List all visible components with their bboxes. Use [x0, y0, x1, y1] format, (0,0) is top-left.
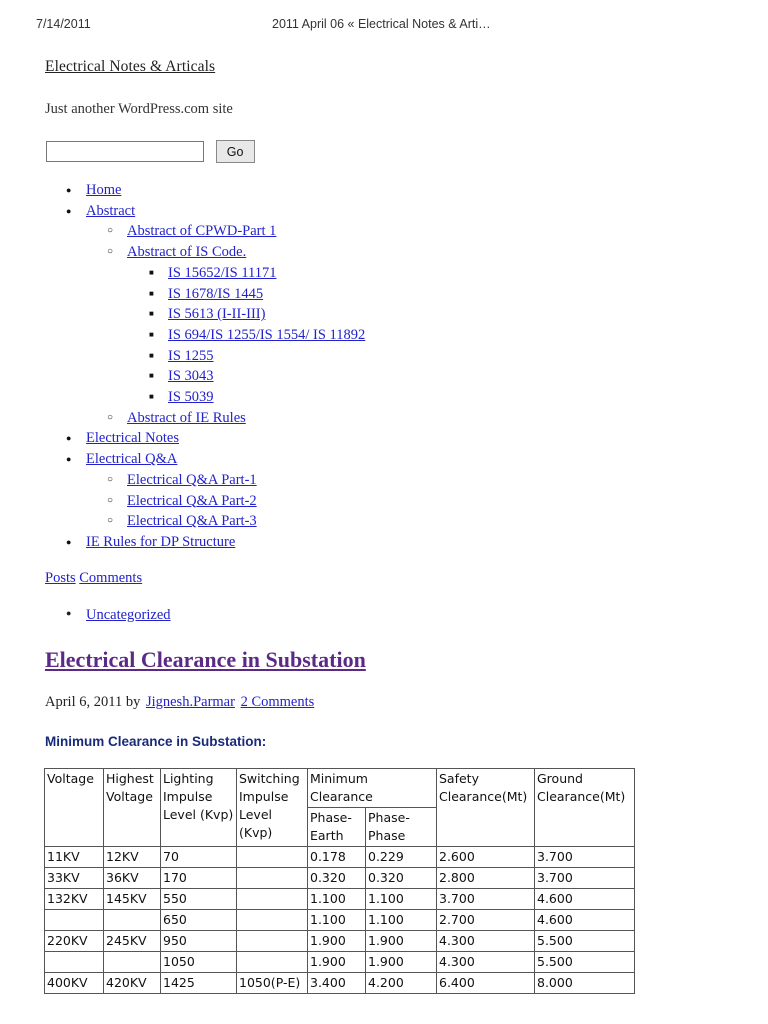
table-cell: 145KV [104, 889, 161, 910]
nav-item-is-1255 [45, 346, 365, 367]
nav-item-is-1678 [45, 284, 365, 305]
print-page-title: 2011 April 06 « Electrical Notes & Arti… [272, 17, 491, 31]
table-cell: 0.229 [366, 847, 437, 868]
nav-item-ie-rules-dp [45, 532, 365, 553]
nav-link-abstract-ie-rules[interactable]: Abstract of IE Rules [127, 409, 246, 426]
author-link[interactable]: Jignesh.Parmar [145, 694, 235, 710]
table-cell [237, 868, 308, 889]
table-cell: 4.600 [535, 910, 635, 931]
table-cell: 0.178 [308, 847, 366, 868]
nav-link-qa-part1[interactable]: Electrical Q&A Part-1 [127, 471, 257, 488]
table-cell: 3.700 [535, 847, 635, 868]
table-cell: 0.320 [308, 868, 366, 889]
clearance-table [44, 768, 635, 994]
header-phase-earth: Phase-Earth [308, 808, 366, 847]
table-cell: 11KV [45, 847, 104, 868]
table-cell: 36KV [104, 868, 161, 889]
category-list [45, 607, 171, 624]
table-cell: 220KV [45, 931, 104, 952]
table-cell: 6.400 [437, 973, 535, 994]
post-byline [45, 694, 314, 711]
search-form [46, 140, 255, 163]
table-cell: 5.500 [535, 952, 635, 973]
search-go-button[interactable]: Go [216, 140, 255, 163]
comments-link[interactable]: 2 Comments [240, 694, 315, 710]
table-cell: 3.700 [437, 889, 535, 910]
table-cell: 12KV [104, 847, 161, 868]
category-link-uncategorized[interactable]: Uncategorized [86, 607, 171, 623]
table-cell: 4.600 [535, 889, 635, 910]
header-ground-clearance: Ground Clearance(Mt) [535, 769, 635, 847]
nav-item-abstract [45, 201, 365, 222]
post-date: April 6, 2011 by [45, 694, 141, 710]
table-cell: 1.100 [308, 889, 366, 910]
header-lighting-impulse: Lighting Impulse Level (Kvp) [161, 769, 237, 847]
nav-item-is-5039 [45, 387, 365, 408]
header-highest-voltage: Highest Voltage [104, 769, 161, 847]
nav-item-electrical-qa [45, 449, 365, 470]
header-voltage: Voltage [45, 769, 104, 847]
table-cell: 4.200 [366, 973, 437, 994]
nav-item-qa-part2 [45, 491, 365, 512]
nav-item-electrical-notes [45, 428, 365, 449]
table-header-row [45, 769, 635, 808]
nav-item-is-694 [45, 325, 365, 346]
nav-link-is-1255[interactable]: IS 1255 [168, 347, 214, 364]
print-header [0, 17, 768, 35]
nav-item-abstract-is-code [45, 242, 365, 263]
nav-item-abstract-ie-rules [45, 408, 365, 429]
table-cell: 1050 [161, 952, 237, 973]
table-cell: 245KV [104, 931, 161, 952]
table-body [45, 847, 635, 994]
table-cell: 1.100 [366, 889, 437, 910]
table-cell: 650 [161, 910, 237, 931]
table-cell: 33KV [45, 868, 104, 889]
print-date: 7/14/2011 [36, 17, 91, 31]
table-cell: 1.900 [308, 931, 366, 952]
table-cell: 3.400 [308, 973, 366, 994]
nav-link-abstract[interactable]: Abstract [86, 202, 136, 219]
posts-feed-link[interactable]: Posts [45, 570, 76, 586]
table-cell [237, 952, 308, 973]
nav-link-is-3043[interactable]: IS 3043 [168, 368, 214, 385]
nav-item-qa-part1 [45, 470, 365, 491]
table-cell: 2.700 [437, 910, 535, 931]
search-input[interactable] [46, 141, 204, 162]
table-cell [45, 910, 104, 931]
site-title-link[interactable]: Electrical Notes & Articals [45, 58, 216, 75]
table-cell: 400KV [45, 973, 104, 994]
table-cell [237, 889, 308, 910]
table-row [45, 973, 635, 994]
nav-link-abstract-cpwd[interactable]: Abstract of CPWD-Part 1 [127, 223, 277, 240]
nav-item-abstract-cpwd [45, 221, 365, 242]
table-cell: 950 [161, 931, 237, 952]
table-cell: 1.900 [366, 931, 437, 952]
table-cell: 170 [161, 868, 237, 889]
nav-link-is-5613[interactable]: IS 5613 (I-II-III) [168, 306, 266, 323]
nav-item-home [45, 180, 365, 201]
post-subheading: Minimum Clearance in Substation: [45, 734, 267, 749]
table-cell: 3.700 [535, 868, 635, 889]
nav-link-is-15652[interactable]: IS 15652/IS 11171 [168, 264, 277, 281]
table-cell: 1.100 [308, 910, 366, 931]
category-item [45, 607, 171, 624]
table-cell [104, 952, 161, 973]
table-cell: 1.900 [308, 952, 366, 973]
table-cell: 1050(P-E) [237, 973, 308, 994]
nav-link-ie-rules-dp[interactable]: IE Rules for DP Structure [86, 533, 236, 550]
header-minimum-clearance: Minimum Clearance [308, 769, 437, 808]
table-cell: 4.300 [437, 931, 535, 952]
nav-link-electrical-notes[interactable]: Electrical Notes [86, 430, 179, 447]
table-cell: 2.800 [437, 868, 535, 889]
table-cell: 550 [161, 889, 237, 910]
table-cell: 70 [161, 847, 237, 868]
table-cell: 1425 [161, 973, 237, 994]
table-row [45, 847, 635, 868]
table-cell [237, 910, 308, 931]
table-row [45, 889, 635, 910]
feed-links [45, 570, 142, 587]
nav-link-electrical-qa[interactable]: Electrical Q&A [86, 451, 178, 468]
table-cell: 420KV [104, 973, 161, 994]
table-row [45, 931, 635, 952]
table-cell: 8.000 [535, 973, 635, 994]
nav-item-is-3043 [45, 366, 365, 387]
table-cell: 132KV [45, 889, 104, 910]
nav-link-is-5039[interactable]: IS 5039 [168, 389, 214, 406]
nav-item-is-5613 [45, 304, 365, 325]
header-switching-impulse: Switching Impulse Level (Kvp) [237, 769, 308, 847]
post-title-link[interactable]: Electrical Clearance in Substation [45, 647, 366, 672]
table-cell [104, 910, 161, 931]
nav-menu [45, 180, 365, 553]
table-cell [237, 931, 308, 952]
nav-item-is-15652 [45, 263, 365, 284]
nav-link-home[interactable]: Home [86, 182, 122, 198]
nav-link-is-694[interactable]: IS 694/IS 1255/IS 1554/ IS 11892 [168, 326, 366, 343]
table-cell: 2.600 [437, 847, 535, 868]
site-tagline: Just another WordPress.com site [45, 101, 233, 117]
table-row [45, 910, 635, 931]
nav-link-abstract-is-code[interactable]: Abstract of IS Code. [127, 244, 247, 261]
table-row [45, 952, 635, 973]
table-cell: 0.320 [366, 868, 437, 889]
nav-link-is-1678[interactable]: IS 1678/IS 1445 [168, 285, 264, 302]
table-row [45, 868, 635, 889]
table-cell: 1.100 [366, 910, 437, 931]
header-safety-clearance: Safety Clearance(Mt) [437, 769, 535, 847]
table-cell [237, 847, 308, 868]
nav-link-qa-part3[interactable]: Electrical Q&A Part-3 [127, 513, 257, 530]
table-cell [45, 952, 104, 973]
header-phase-phase: Phase-Phase [366, 808, 437, 847]
table-cell: 1.900 [366, 952, 437, 973]
nav-link-qa-part2[interactable]: Electrical Q&A Part-2 [127, 492, 257, 509]
table-cell: 5.500 [535, 931, 635, 952]
nav-item-qa-part3 [45, 511, 365, 532]
table-cell: 4.300 [437, 952, 535, 973]
comments-feed-link[interactable]: Comments [79, 570, 143, 586]
